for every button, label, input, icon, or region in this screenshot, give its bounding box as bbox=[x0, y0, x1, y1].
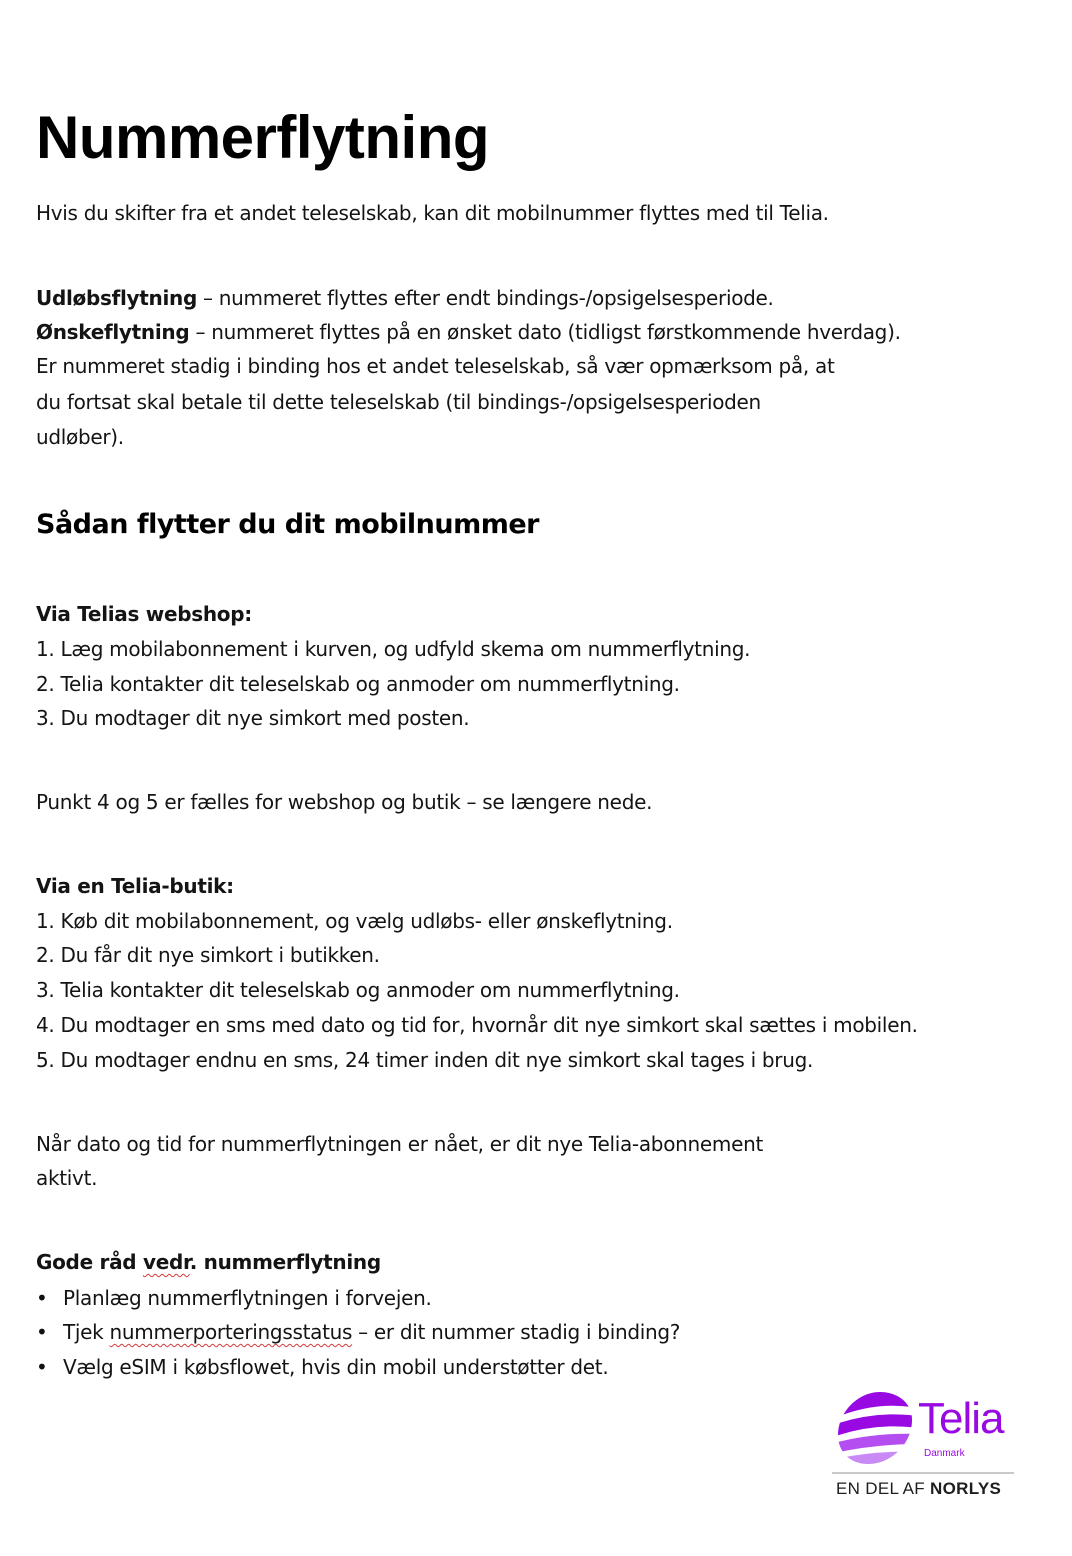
telia-logo bbox=[832, 1388, 1016, 1506]
tips-heading-pre: Gode råd bbox=[36, 1250, 143, 1274]
udlob-text: – nummeret flyttes efter endt bindings-/opsigelsesperiode. bbox=[196, 286, 774, 310]
bullet-icon: • bbox=[36, 1355, 48, 1379]
binding-note-line: du fortsat skal betale til dette teleselskab (til bindings-/opsigelsesperioden bbox=[36, 390, 761, 414]
tips-item bbox=[63, 1315, 680, 1349]
webshop-step: 3. Du modtager dit nye simkort med posten. bbox=[36, 706, 470, 730]
onske-line bbox=[36, 315, 901, 349]
butik-step: 2. Du får dit nye simkort i butikken. bbox=[36, 943, 380, 967]
active-text: Når dato og tid for nummerflytningen er nået, er dit nye Telia-abonnement bbox=[36, 1132, 763, 1156]
butik-heading: Via en Telia-butik: bbox=[36, 874, 234, 898]
onske-label: Ønskeflytning bbox=[36, 320, 190, 344]
binding-note-line: udløber). bbox=[36, 425, 124, 449]
tips-item: Planlæg nummerflytningen i forvejen. bbox=[63, 1286, 432, 1310]
bullet-icon: • bbox=[36, 1286, 48, 1310]
logo-brand: Telia bbox=[918, 1394, 1004, 1443]
logo-tag-pre: EN DEL AF bbox=[836, 1479, 931, 1498]
butik-step: 5. Du modtager endnu en sms, 24 timer inden dit nye simkort skal tages i brug. bbox=[36, 1048, 814, 1072]
webshop-step: 1. Læg mobilabonnement i kurven, og udfyld skema om nummerflytning. bbox=[36, 637, 751, 661]
section-heading: Sådan flytter du dit mobilnummer bbox=[36, 509, 539, 540]
common-note: Punkt 4 og 5 er fælles for webshop og butik – se længere nede. bbox=[36, 790, 653, 814]
tips-item-pre: Tjek bbox=[63, 1320, 110, 1344]
tips-heading bbox=[36, 1245, 381, 1279]
udlob-label: Udløbsflytning bbox=[36, 286, 197, 310]
onske-text: – nummeret flyttes på en ønsket dato (tidligst førstkommende hverdag). bbox=[189, 320, 901, 344]
intro-text: Hvis du skifter fra et andet teleselskab, kan dit mobilnummer flyttes med til Telia. bbox=[36, 201, 829, 225]
page-title: Nummerflytning bbox=[36, 104, 490, 171]
spellcheck-flag: nummerporteringsstatus bbox=[109, 1320, 353, 1344]
tips-heading-post: . nummerflytning bbox=[189, 1250, 381, 1274]
udlob-line bbox=[36, 281, 774, 315]
binding-note-line: Er nummeret stadig i binding hos et andet teleselskab, så vær opmærksom på, at bbox=[36, 354, 835, 378]
tips-item-post: – er dit nummer stadig i binding? bbox=[352, 1320, 681, 1344]
logo-divider bbox=[832, 1472, 1014, 1474]
logo-sub: Danmark bbox=[924, 1448, 965, 1459]
butik-step: 4. Du modtager en sms med dato og tid for, hvornår dit nye simkort skal sættes i mobilen. bbox=[36, 1013, 918, 1037]
webshop-step: 2. Telia kontakter dit teleselskab og anmoder om nummerflytning. bbox=[36, 672, 680, 696]
butik-step: 3. Telia kontakter dit teleselskab og anmoder om nummerflytning. bbox=[36, 978, 680, 1002]
active-text: aktivt. bbox=[36, 1166, 98, 1190]
webshop-heading: Via Telias webshop: bbox=[36, 602, 252, 626]
logo-tagline bbox=[836, 1478, 1001, 1500]
logo-tag-bold: NORLYS bbox=[930, 1479, 1002, 1498]
tips-item: Vælg eSIM i købsflowet, hvis din mobil understøtter det. bbox=[63, 1355, 609, 1379]
bullet-icon: • bbox=[36, 1320, 48, 1344]
butik-step: 1. Køb dit mobilabonnement, og vælg udløbs- eller ønskeflytning. bbox=[36, 909, 673, 933]
telia-pebble-icon bbox=[834, 1388, 914, 1468]
spellcheck-flag: vedr bbox=[142, 1250, 190, 1274]
